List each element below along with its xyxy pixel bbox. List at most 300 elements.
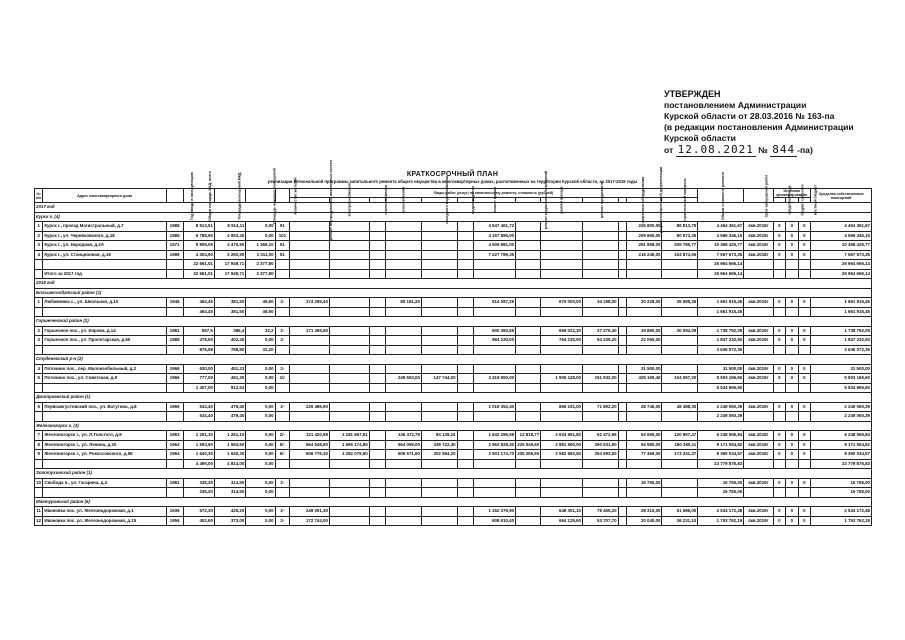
cell-work-9: 71 892,20 [583, 402, 619, 412]
cell-work-12: 209 786,77 [662, 241, 698, 251]
cell-work-2 [369, 440, 386, 450]
cell-empty [744, 345, 773, 355]
cell-address [43, 383, 166, 393]
cell-empty [474, 269, 516, 279]
cell-owners-funds: 4 464 361,67 [811, 222, 872, 232]
cell-work-12: 86 813,75 [662, 222, 698, 232]
cell-empty [386, 345, 422, 355]
cell-work-5 [457, 222, 474, 232]
group-row [35, 288, 872, 298]
col-work-text: газоснабжения [401, 186, 406, 214]
cell-residential-area: 17 949,71 [214, 260, 245, 270]
cell-empty [786, 488, 799, 498]
cell-total-area: 567,5 [183, 326, 214, 336]
cell-total-area: 4 495,00 [183, 459, 214, 469]
cell-empty [662, 459, 698, 469]
cell-empty [583, 412, 619, 422]
cell-fund-2: 0 [798, 241, 811, 251]
cell-work-0 [290, 336, 330, 346]
cell-total-cost: 5 534 665,60 [698, 383, 744, 393]
cell-residential-area: 381,50 [214, 307, 245, 317]
cell-other-area: 0,00 [246, 231, 275, 241]
cell-empty [421, 345, 457, 355]
cell-residential-area: 1 593,60 [214, 440, 245, 450]
cell-work-10 [618, 450, 626, 460]
cell-other-area: 45,60 [246, 298, 275, 308]
cell-total-cost: 1 738 792,09 [698, 326, 744, 336]
group-title: Железногорск г. (3) [35, 421, 872, 431]
table-row [35, 516, 872, 526]
group-row [35, 393, 872, 403]
cell-fund-2: 0 [798, 231, 811, 241]
cell-work-8: 2 582 692,50 [541, 450, 583, 460]
cell-fund-1: 0 [786, 431, 799, 441]
cell-address: Курск г., проезд Магистральный, д.7 [43, 222, 166, 232]
cell-empty [798, 488, 811, 498]
cell-empty [583, 260, 619, 270]
cell-empty [275, 260, 290, 270]
cell-other-area: 1 011,00 [246, 250, 275, 260]
cell-other-area: 0,00 [246, 364, 275, 374]
cell-total-area: 8 913,51 [183, 222, 214, 232]
cell-num [35, 412, 43, 422]
cell-deadline: 4кв.2019г [744, 326, 773, 336]
cell-total-cost: 6 248 556,84 [698, 431, 744, 441]
cell-residents: 2- [275, 298, 290, 308]
total-row [35, 345, 872, 355]
cell-work-3 [386, 336, 422, 346]
cell-address [43, 260, 166, 270]
cell-deadline: 4кв.2019г [744, 516, 773, 526]
cell-work-3 [386, 402, 422, 412]
cell-work-8: 2 881 590,00 [541, 440, 583, 450]
cell-empty [662, 383, 698, 393]
cell-residents: 101 [275, 231, 290, 241]
cell-work-7 [516, 374, 541, 384]
table-row [35, 250, 872, 260]
cell-work-1 [329, 336, 369, 346]
cell-empty [516, 269, 541, 279]
col-work-12 [662, 178, 698, 222]
cell-empty [583, 383, 619, 393]
cell-work-8: 664 125,60 [541, 516, 583, 526]
cell-empty [744, 412, 773, 422]
cell-residential-area: 425,20 [214, 507, 245, 517]
cell-residents: 51 [275, 241, 290, 251]
cell-work-2 [369, 326, 386, 336]
cell-total-cost: 4 464 361,67 [698, 222, 744, 232]
cell-residential-area: 402,40 [214, 336, 245, 346]
cell-owners-funds: 9 171 554,82 [811, 440, 872, 450]
cell-work-2 [369, 298, 386, 308]
cell-address: Первоавгустовский пос., ул. Ватутина, д.8 [43, 402, 166, 412]
col-work-text: ремонт внутридомовых инженерных систем [329, 159, 334, 241]
cell-num: 10 [35, 478, 43, 488]
cell-other-area: 2 377,80 [246, 269, 275, 279]
cell-fund-1: 0 [786, 516, 799, 526]
cell-work-1 [329, 231, 369, 241]
cell-empty [541, 412, 583, 422]
cell-num: 5 [35, 374, 43, 384]
cell-fund-2: 0 [798, 431, 811, 441]
cell-fund-1: 0 [786, 507, 799, 517]
cell-total-cost: 2 249 060,39 [698, 412, 744, 422]
cell-residential-area: 314,50 [214, 478, 245, 488]
cell-empty [457, 260, 474, 270]
number-label: № [758, 145, 768, 155]
col-work-text: строительный контроль [683, 178, 688, 222]
cell-work-2 [369, 364, 386, 374]
cell-other-area: 0,00 [246, 383, 275, 393]
cell-total-area: 22 661,01 [183, 269, 214, 279]
cell-owners-funds: 26 964 666,14 [811, 260, 872, 270]
cell-year: 1956 [166, 516, 183, 526]
cell-residential-area: 479,40 [214, 412, 245, 422]
cell-work-7: 205 259,50 [516, 450, 541, 460]
cell-empty [626, 307, 662, 317]
cell-work-0 [290, 478, 330, 488]
table-row [35, 478, 872, 488]
cell-residential-area: 17 949,71 [214, 269, 245, 279]
document-subtitle: реализации Региональной программы капитального ремонта общего имущества в многоквартирных домах, расположенных на территории Курской области, на 2017-2019 годы [267, 179, 638, 184]
group-row [35, 421, 872, 431]
cell-residential-area: 381,50 [214, 298, 245, 308]
cell-empty [626, 345, 662, 355]
cell-empty [369, 459, 386, 469]
cell-fund-1: 0 [786, 364, 799, 374]
cell-work-4 [421, 326, 457, 336]
cell-work-10 [618, 507, 626, 517]
cell-other-area: 32,20 [246, 345, 275, 355]
cell-total-cost: 16 765,00 [698, 478, 744, 488]
table-row [35, 222, 872, 232]
cell-work-11: 216 249,00 [626, 250, 662, 260]
cell-deadline: 4кв.2019г [744, 336, 773, 346]
cell-work-5 [457, 231, 474, 241]
cell-work-0 [290, 364, 330, 374]
cell-empty [798, 345, 811, 355]
col-other-area-text: Площадь нежилых помещений [272, 167, 277, 224]
cell-total-cost: 10 368 425,77 [698, 241, 744, 251]
cell-empty [457, 383, 474, 393]
cell-work-3 [386, 507, 422, 517]
cell-other-area: 32,2 [246, 326, 275, 336]
cell-empty [541, 345, 583, 355]
cell-fund-0: 0 [773, 450, 786, 460]
cell-empty [662, 412, 698, 422]
cell-empty [369, 307, 386, 317]
cell-work-11: 20 040,00 [626, 516, 662, 526]
cell-other-area: 0,00 [246, 450, 275, 460]
cell-empty [329, 412, 369, 422]
cell-empty [369, 412, 386, 422]
cell-empty [474, 383, 516, 393]
cell-owners-funds: 6 248 556,84 [811, 431, 872, 441]
cell-num: 11 [35, 507, 43, 517]
cell-empty [421, 269, 457, 279]
cell-work-7 [516, 241, 541, 251]
cell-year: 1981 [166, 478, 183, 488]
cell-work-2 [369, 478, 386, 488]
cell-other-area: 0,00 [246, 507, 275, 517]
table-row [35, 241, 872, 251]
cell-work-1 [329, 516, 369, 526]
cell-work-6: 1 642 296,59 [474, 431, 516, 441]
cell-work-9: 254 993,50 [583, 450, 619, 460]
cell-year [166, 383, 183, 393]
cell-work-8 [541, 250, 583, 260]
cell-work-7: 226 549,60 [516, 440, 541, 450]
cell-address: Железногорск г., ул. Рокоссовского, д.58 [43, 450, 166, 460]
cell-work-0 [290, 374, 330, 384]
cell-work-12: 51 686,00 [662, 507, 698, 517]
cell-work-9: 34 198,00 [583, 298, 619, 308]
cell-work-9: 94 239,20 [583, 336, 619, 346]
cell-empty [773, 383, 786, 393]
cell-empty [290, 260, 330, 270]
cell-work-10 [618, 402, 626, 412]
cell-work-3: 249 603,00 [386, 374, 422, 384]
cell-work-4 [421, 516, 457, 526]
total-row [35, 307, 872, 317]
cell-total-cost: 26 964 666,14 [698, 269, 744, 279]
cell-empty [773, 269, 786, 279]
col-fund-text: местный бюджет [812, 184, 817, 216]
cell-empty [474, 345, 516, 355]
cell-work-9 [583, 364, 619, 374]
cell-work-0: 226 486,90 [290, 402, 330, 412]
cell-work-4 [421, 336, 457, 346]
cell-owners-funds: 1 661 915,45 [811, 307, 872, 317]
cell-empty [421, 412, 457, 422]
cell-fund-1: 0 [786, 222, 799, 232]
cell-fund-0: 0 [773, 478, 786, 488]
cell-empty [773, 345, 786, 355]
total-row [35, 459, 872, 469]
col-work-4 [421, 176, 457, 224]
col-fund-text: бюджет субъекта [800, 184, 805, 216]
cell-work-1: 1 282 079,60 [329, 450, 369, 460]
cell-fund-0: 0 [773, 364, 786, 374]
cell-year: 1966 [166, 374, 183, 384]
table-row [35, 507, 872, 517]
cell-num: 1 [35, 222, 43, 232]
cell-residential-area: 8 914,11 [214, 222, 245, 232]
cell-work-5 [457, 516, 474, 526]
cell-total-area: 464,45 [183, 307, 214, 317]
cell-total-area: 5 809,05 [183, 241, 214, 251]
cell-empty [744, 383, 773, 393]
cell-empty [369, 260, 386, 270]
cell-work-9: 151 932,00 [583, 374, 619, 384]
cell-work-0 [290, 222, 330, 232]
cell-work-12: 48 488,30 [662, 402, 698, 412]
cell-total-area: 534,40 [183, 412, 214, 422]
col-num: № п/п [35, 189, 43, 203]
cell-empty [618, 345, 626, 355]
cell-empty [474, 260, 516, 270]
cell-total-cost: 31 500,00 [698, 364, 744, 374]
cell-total-area: 1 593,60 [183, 440, 214, 450]
cell-total-cost: 26 964 666,14 [698, 260, 744, 270]
cell-work-0: 172 744,00 [290, 516, 330, 526]
cell-empty [516, 260, 541, 270]
cell-residential-area: 451,23 [214, 364, 245, 374]
cell-empty [516, 383, 541, 393]
cell-work-10 [618, 516, 626, 526]
cell-fund-2: 0 [798, 336, 811, 346]
cell-empty [626, 488, 662, 498]
cell-empty [329, 488, 369, 498]
cell-owners-funds: 4 566 346,15 [811, 231, 872, 241]
cell-deadline: 4кв.2019г [744, 374, 773, 384]
cell-total-cost: 3 636 072,35 [698, 345, 744, 355]
cell-empty [386, 260, 422, 270]
cell-year: 1963 [166, 431, 183, 441]
cell-work-6: 2 419 550,00 [474, 374, 516, 384]
cell-address: Ивановка пос. ул. Железнодорожная, д.15 [43, 516, 166, 526]
cell-year: 1971 [166, 241, 183, 251]
cell-work-6: 608 610,40 [474, 516, 516, 526]
col-work-text: холодного водоснабжения [444, 176, 449, 224]
table-row [35, 298, 872, 308]
cell-empty [369, 488, 386, 498]
cell-empty [626, 383, 662, 393]
cell-other-area: 0,00 [246, 459, 275, 469]
cell-num [35, 345, 43, 355]
cell-fund-1: 0 [786, 450, 799, 460]
cell-fund-2: 0 [798, 440, 811, 450]
cell-work-10 [618, 478, 626, 488]
table-row [35, 231, 872, 241]
cell-work-12: 180 360,11 [662, 440, 698, 450]
cell-fund-1: 0 [786, 478, 799, 488]
cell-address: Любимовка с., ул. Школьная, д.10 [43, 298, 166, 308]
cell-residential-area: 314,50 [214, 488, 245, 498]
col-year [166, 171, 194, 220]
cell-work-6: 1 152 379,90 [474, 507, 516, 517]
cell-num [35, 260, 43, 270]
cell-empty [626, 459, 662, 469]
cell-work-9 [583, 241, 619, 251]
cell-work-3 [386, 516, 422, 526]
cell-work-1 [329, 241, 369, 251]
col-work-10 [618, 176, 645, 224]
cell-total-area: 6 788,90 [183, 231, 214, 241]
cell-empty [290, 488, 330, 498]
cell-fund-0: 0 [773, 516, 786, 526]
cell-work-9: 78 455,20 [583, 507, 619, 517]
cell-work-6 [474, 478, 516, 488]
col-work-2 [369, 185, 388, 215]
cell-address: Курск г., ул. Народная, д.2А [43, 241, 166, 251]
cell-residents: 2- [275, 507, 290, 517]
cell-empty [618, 307, 626, 317]
cell-fund-0: 0 [773, 431, 786, 441]
from-label: от [664, 145, 674, 155]
cell-work-7 [516, 402, 541, 412]
cell-total-area: 464,45 [183, 298, 214, 308]
cell-work-6: 614 087,29 [474, 298, 516, 308]
col-work-1 [329, 183, 369, 217]
cell-empty [457, 459, 474, 469]
cell-work-8 [541, 478, 583, 488]
cell-total-area: 876,58 [183, 345, 214, 355]
approval-line-4: Курской области [664, 133, 736, 143]
cell-empty [386, 383, 422, 393]
cell-address: Ивановка пос. ул. Железнодорожная, д.1 [43, 507, 166, 517]
cell-work-0: 174 295,40 [290, 298, 330, 308]
cell-owners-funds: 7 567 673,35 [811, 250, 872, 260]
cell-work-8: 670 000,00 [541, 298, 583, 308]
cell-work-12: 120 967,47 [662, 431, 698, 441]
cell-empty [773, 412, 786, 422]
cell-fund-0: 0 [773, 250, 786, 260]
cell-deadline: 4кв.2019г [744, 507, 773, 517]
cell-total-cost: 4 566 346,15 [698, 231, 744, 241]
cell-empty [516, 459, 541, 469]
cell-work-5 [457, 250, 474, 260]
cell-empty [744, 307, 773, 317]
cell-address: Поточино пос., ул. Советская, д.9 [43, 374, 166, 384]
cell-residential-area: 4 814,00 [214, 459, 245, 469]
cell-work-4 [421, 478, 457, 488]
cell-address: Железногорск г., ул. Ленина, д.20 [43, 440, 166, 450]
cell-work-11: 16 765,00 [626, 478, 662, 488]
cell-residential-area: 788,80 [214, 345, 245, 355]
cell-fund-2: 0 [798, 507, 811, 517]
cell-empty [541, 307, 583, 317]
cell-owners-funds: 16 765,00 [811, 488, 872, 498]
cell-other-area: 0,00 [246, 440, 275, 450]
cell-empty [386, 488, 422, 498]
cell-work-8: 2 634 691,82 [541, 431, 583, 441]
cell-fund-2: 0 [798, 250, 811, 260]
cell-work-7 [516, 507, 541, 517]
cell-empty [786, 459, 799, 469]
cell-empty [798, 260, 811, 270]
cell-fund-1: 0 [786, 440, 799, 450]
total-row [35, 260, 872, 270]
cell-work-11: 28 746,00 [626, 402, 662, 412]
cell-work-5 [457, 507, 474, 517]
cell-num: 6 [35, 402, 43, 412]
cell-num: 4 [35, 250, 43, 260]
cell-deadline: 4кв.2018г [744, 222, 773, 232]
cell-residents: 2- [275, 364, 290, 374]
cell-total-cost: 23 779 876,83 [698, 459, 744, 469]
cell-other-area: 0,00 [246, 402, 275, 412]
cell-year [166, 269, 183, 279]
cell-empty [290, 307, 330, 317]
cell-work-5 [457, 336, 474, 346]
cell-empty [541, 269, 583, 279]
cell-empty [457, 345, 474, 355]
cell-residents: 5/- [275, 450, 290, 460]
cell-fund-0: 0 [773, 507, 786, 517]
cell-work-12 [662, 478, 698, 488]
cell-work-7 [516, 222, 541, 232]
cell-work-8 [541, 241, 583, 251]
col-residential-area [214, 172, 245, 219]
cell-fund-0: 0 [773, 231, 786, 241]
cell-empty [798, 412, 811, 422]
cell-work-11: 226 800,00 [626, 222, 662, 232]
cell-total-cost: 7 567 673,35 [698, 250, 744, 260]
cell-empty [662, 345, 698, 355]
cell-year: 1964 [166, 440, 183, 450]
cell-empty [744, 269, 773, 279]
